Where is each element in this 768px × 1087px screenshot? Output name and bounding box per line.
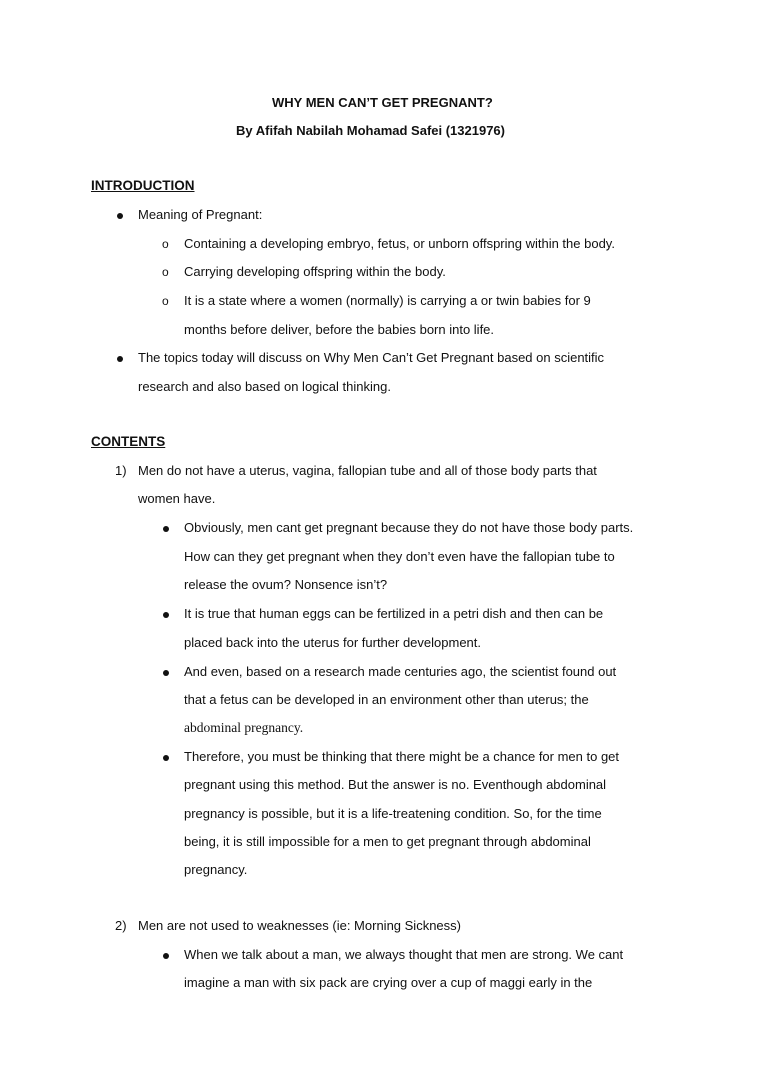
document-title: WHY MEN CAN’T GET PREGNANT? (272, 95, 493, 110)
sub-list-item: Containing a developing embryo, fetus, or unborn offspring within the body. (184, 236, 615, 251)
bullet-marker (163, 670, 169, 676)
list-item-continuation: abdominal pregnancy. (184, 720, 304, 735)
list-item-continuation: pregnancy. (184, 862, 248, 877)
list-item: It is true that human eggs can be fertilized in a petri dish and then can be (184, 606, 604, 621)
list-item-continuation: How can they get pregnant when they don’t even have the fallopian tube to (184, 549, 615, 564)
list-item-continuation: release the ovum? Nonsence isn’t? (184, 577, 388, 592)
list-item-continuation: research and also based on logical thinking. (138, 379, 391, 394)
bullet-marker (163, 612, 169, 618)
numbered-item-continuation: women have. (138, 491, 216, 506)
list-item-continuation: placed back into the uterus for further development. (184, 635, 482, 650)
sub-list-item-continuation: months before deliver, before the babies born into life. (184, 322, 495, 337)
section-heading-introduction: INTRODUCTION (91, 178, 195, 193)
document-byline: By Afifah Nabilah Mohamad Safei (1321976) (236, 123, 505, 138)
sub-bullet-marker: o (162, 265, 169, 279)
list-item-continuation: that a fetus can be developed in an environment other than uterus; the (184, 692, 589, 707)
bullet-marker (163, 755, 169, 761)
list-item: Obviously, men cant get pregnant because they do not have those body parts. (184, 520, 634, 535)
list-number: 2) (115, 918, 127, 933)
bullet-marker (117, 356, 123, 362)
bullet-marker (163, 526, 169, 532)
list-item: Meaning of Pregnant: (138, 207, 263, 222)
section-heading-contents: CONTENTS (91, 434, 166, 449)
numbered-item: Men do not have a uterus, vagina, fallopian tube and all of those body parts that (138, 463, 597, 478)
list-item-continuation: pregnant using this method. But the answer is no. Eventhough abdominal (184, 777, 607, 792)
list-item: When we talk about a man, we always thought that men are strong. We cant (184, 947, 624, 962)
list-item: Therefore, you must be thinking that there might be a chance for men to get (184, 749, 620, 764)
list-item-continuation: pregnancy is possible, but it is a life-treatening condition. So, for the time (184, 806, 602, 821)
list-item-continuation: being, it is still impossible for a men to get pregnant through abdominal (184, 834, 591, 849)
sub-list-item: It is a state where a women (normally) is carrying a or twin babies for 9 (184, 293, 591, 308)
list-number: 1) (115, 463, 127, 478)
sub-list-item: Carrying developing offspring within the body. (184, 264, 446, 279)
list-item: And even, based on a research made centuries ago, the scientist found out (184, 664, 617, 679)
bullet-marker (163, 953, 169, 959)
list-item: The topics today will discuss on Why Men Can’t Get Pregnant based on scientific (138, 350, 605, 365)
bullet-marker (117, 213, 123, 219)
sub-bullet-marker: o (162, 294, 169, 308)
list-item-continuation: imagine a man with six pack are crying over a cup of maggi early in the (184, 975, 593, 990)
numbered-item: Men are not used to weaknesses (ie: Morning Sickness) (138, 918, 461, 933)
sub-bullet-marker: o (162, 237, 169, 251)
